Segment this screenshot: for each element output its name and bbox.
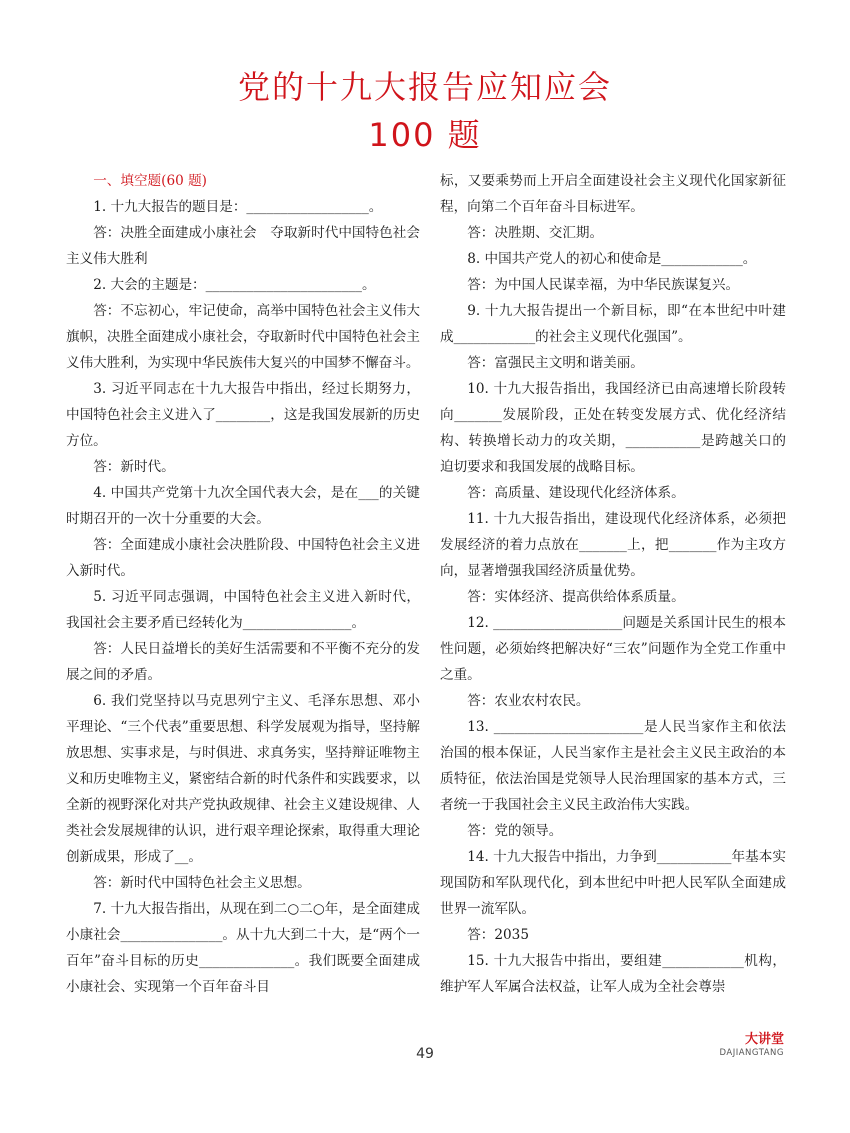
brand-name: 大讲堂 <box>744 1032 784 1047</box>
answer-paragraph: 答：不忘初心，牢记使命，高举中国特色社会主义伟大旗帜，决胜全面建成小康社会，夺取新时代中国特色社会主义伟大胜利，为实现中华民族伟大复兴的中国梦不懈奋斗。 <box>66 303 420 371</box>
answer-paragraph: 答：全面建成小康社会决胜阶段、中国特色社会主义进入新时代。 <box>66 537 420 579</box>
page-number: 49 <box>416 1046 434 1062</box>
answer-paragraph: 答：决胜全面建成小康社会 夺取新时代中国特色社会主义伟大胜利 <box>66 225 420 267</box>
answer-paragraph: 答：实体经济、提高供给体系质量。 <box>467 589 685 605</box>
section-heading: 一、填空题(60 题) <box>93 173 207 189</box>
continued-paragraph: 标，又要乘势而上开启全面建设社会主义现代化国家新征程，向第二个百年奋斗目标进军。 <box>440 173 786 215</box>
answer-paragraph: 答：2035 <box>467 927 529 943</box>
answer-paragraph: 答：决胜期、交汇期。 <box>467 225 604 241</box>
brand-name-pinyin: DAJIANGTANG <box>719 1048 784 1058</box>
question-paragraph: 13. ______________________是人民当家作主和依法治国的根本保证，人民当家作主是社会主义民主政治的本质特征，依法治国是党领导人民治理国家的基本方式，三者统一于我国社会主义民主政治伟大实践。 <box>440 719 786 813</box>
page-title: 党的十九大报告应知应会 <box>237 68 612 106</box>
answer-paragraph: 答：为中国人民谋幸福，为中华民族谋复兴。 <box>467 277 740 293</box>
question-paragraph: 14. 十九大报告中指出，力争到___________年基本实现国防和军队现代化，到本世纪中叶把人民军队全面建成世界一流军队。 <box>440 849 786 917</box>
answer-paragraph: 答：新时代中国特色社会主义思想。 <box>93 875 311 891</box>
question-paragraph: 3. 习近平同志在十九大报告中指出，经过长期努力，中国特色社会主义进入了________，这是我国发展新的历史方位。 <box>66 381 420 449</box>
answer-paragraph: 答：高质量、建设现代化经济体系。 <box>467 485 685 501</box>
answer-paragraph: 答：农业农村农民。 <box>467 693 590 709</box>
answer-paragraph: 答：新时代。 <box>93 459 175 475</box>
answer-paragraph: 答：党的领导。 <box>467 823 563 839</box>
question-paragraph: 9. 十九大报告提出一个新目标，即“在本世纪中叶建成____________的社会主义现代化强国”。 <box>440 303 786 345</box>
answer-paragraph: 答：富强民主文明和谐美丽。 <box>467 355 644 371</box>
question-paragraph: 6. 我们党坚持以马克思列宁主义、毛泽东思想、邓小平理论、“三个代表”重要思想、科学发展观为指导，坚持解放思想、实事求是，与时俱进、求真务实，坚持辩证唯物主义和历史唯物主义，紧密结合新的时代条件和实践要求，以全新的视野深化对共产党执政规律、社会主义建设规律、人类社会发展规律的认识，进行艰辛理论探索，取得重大理论创新成果，形成了__。 <box>66 693 420 865</box>
question-paragraph: 4. 中国共产党第十九次全国代表大会，是在___的关键时期召开的一次十分重要的大会。 <box>66 485 420 527</box>
page-subtitle: 100 题 <box>368 116 482 154</box>
question-paragraph: 12. ___________________问题是关系国计民生的根本性问题，必须始终把解决好“三农”问题作为全党工作重中之重。 <box>440 615 786 683</box>
question-paragraph: 11. 十九大报告指出，建设现代化经济体系，必须把发展经济的着力点放在_______上，把_______作为主攻方向，显著增强我国经济质量优势。 <box>440 511 786 579</box>
answer-paragraph: 答：人民日益增长的美好生活需要和不平衡不充分的发展之间的矛盾。 <box>66 641 420 683</box>
question-paragraph: 10. 十九大报告指出，我国经济已由高速增长阶段转向_______发展阶段，正处在转变发展方式、优化经济结构、转换增长动力的攻关期，___________是跨越关口的迫切要求和我国发展的战略目标。 <box>440 381 786 475</box>
left-column <box>66 168 420 1000</box>
question-paragraph: 15. 十九大报告中指出，要组建____________机构，维护军人军属合法权益，让军人成为全社会尊崇 <box>440 953 786 995</box>
right-column <box>440 168 786 1000</box>
question-paragraph: 1. 十九大报告的题目是：__________________。 <box>93 199 383 215</box>
question-paragraph: 8. 中国共产党人的初心和使命是____________。 <box>467 251 757 267</box>
question-paragraph: 5. 习近平同志强调，中国特色社会主义进入新时代，我国社会主要矛盾已经转化为________________。 <box>66 589 420 631</box>
question-paragraph: 7. 十九大报告指出，从现在到二○二○年，是全面建成小康社会_______________。从十九大到二十大，是“两个一百年”奋斗目标的历史______________。我们既要全面建成小康社会、实现第一个百年奋斗目 <box>66 901 420 995</box>
question-paragraph: 2. 大会的主题是：_______________________。 <box>93 277 376 293</box>
